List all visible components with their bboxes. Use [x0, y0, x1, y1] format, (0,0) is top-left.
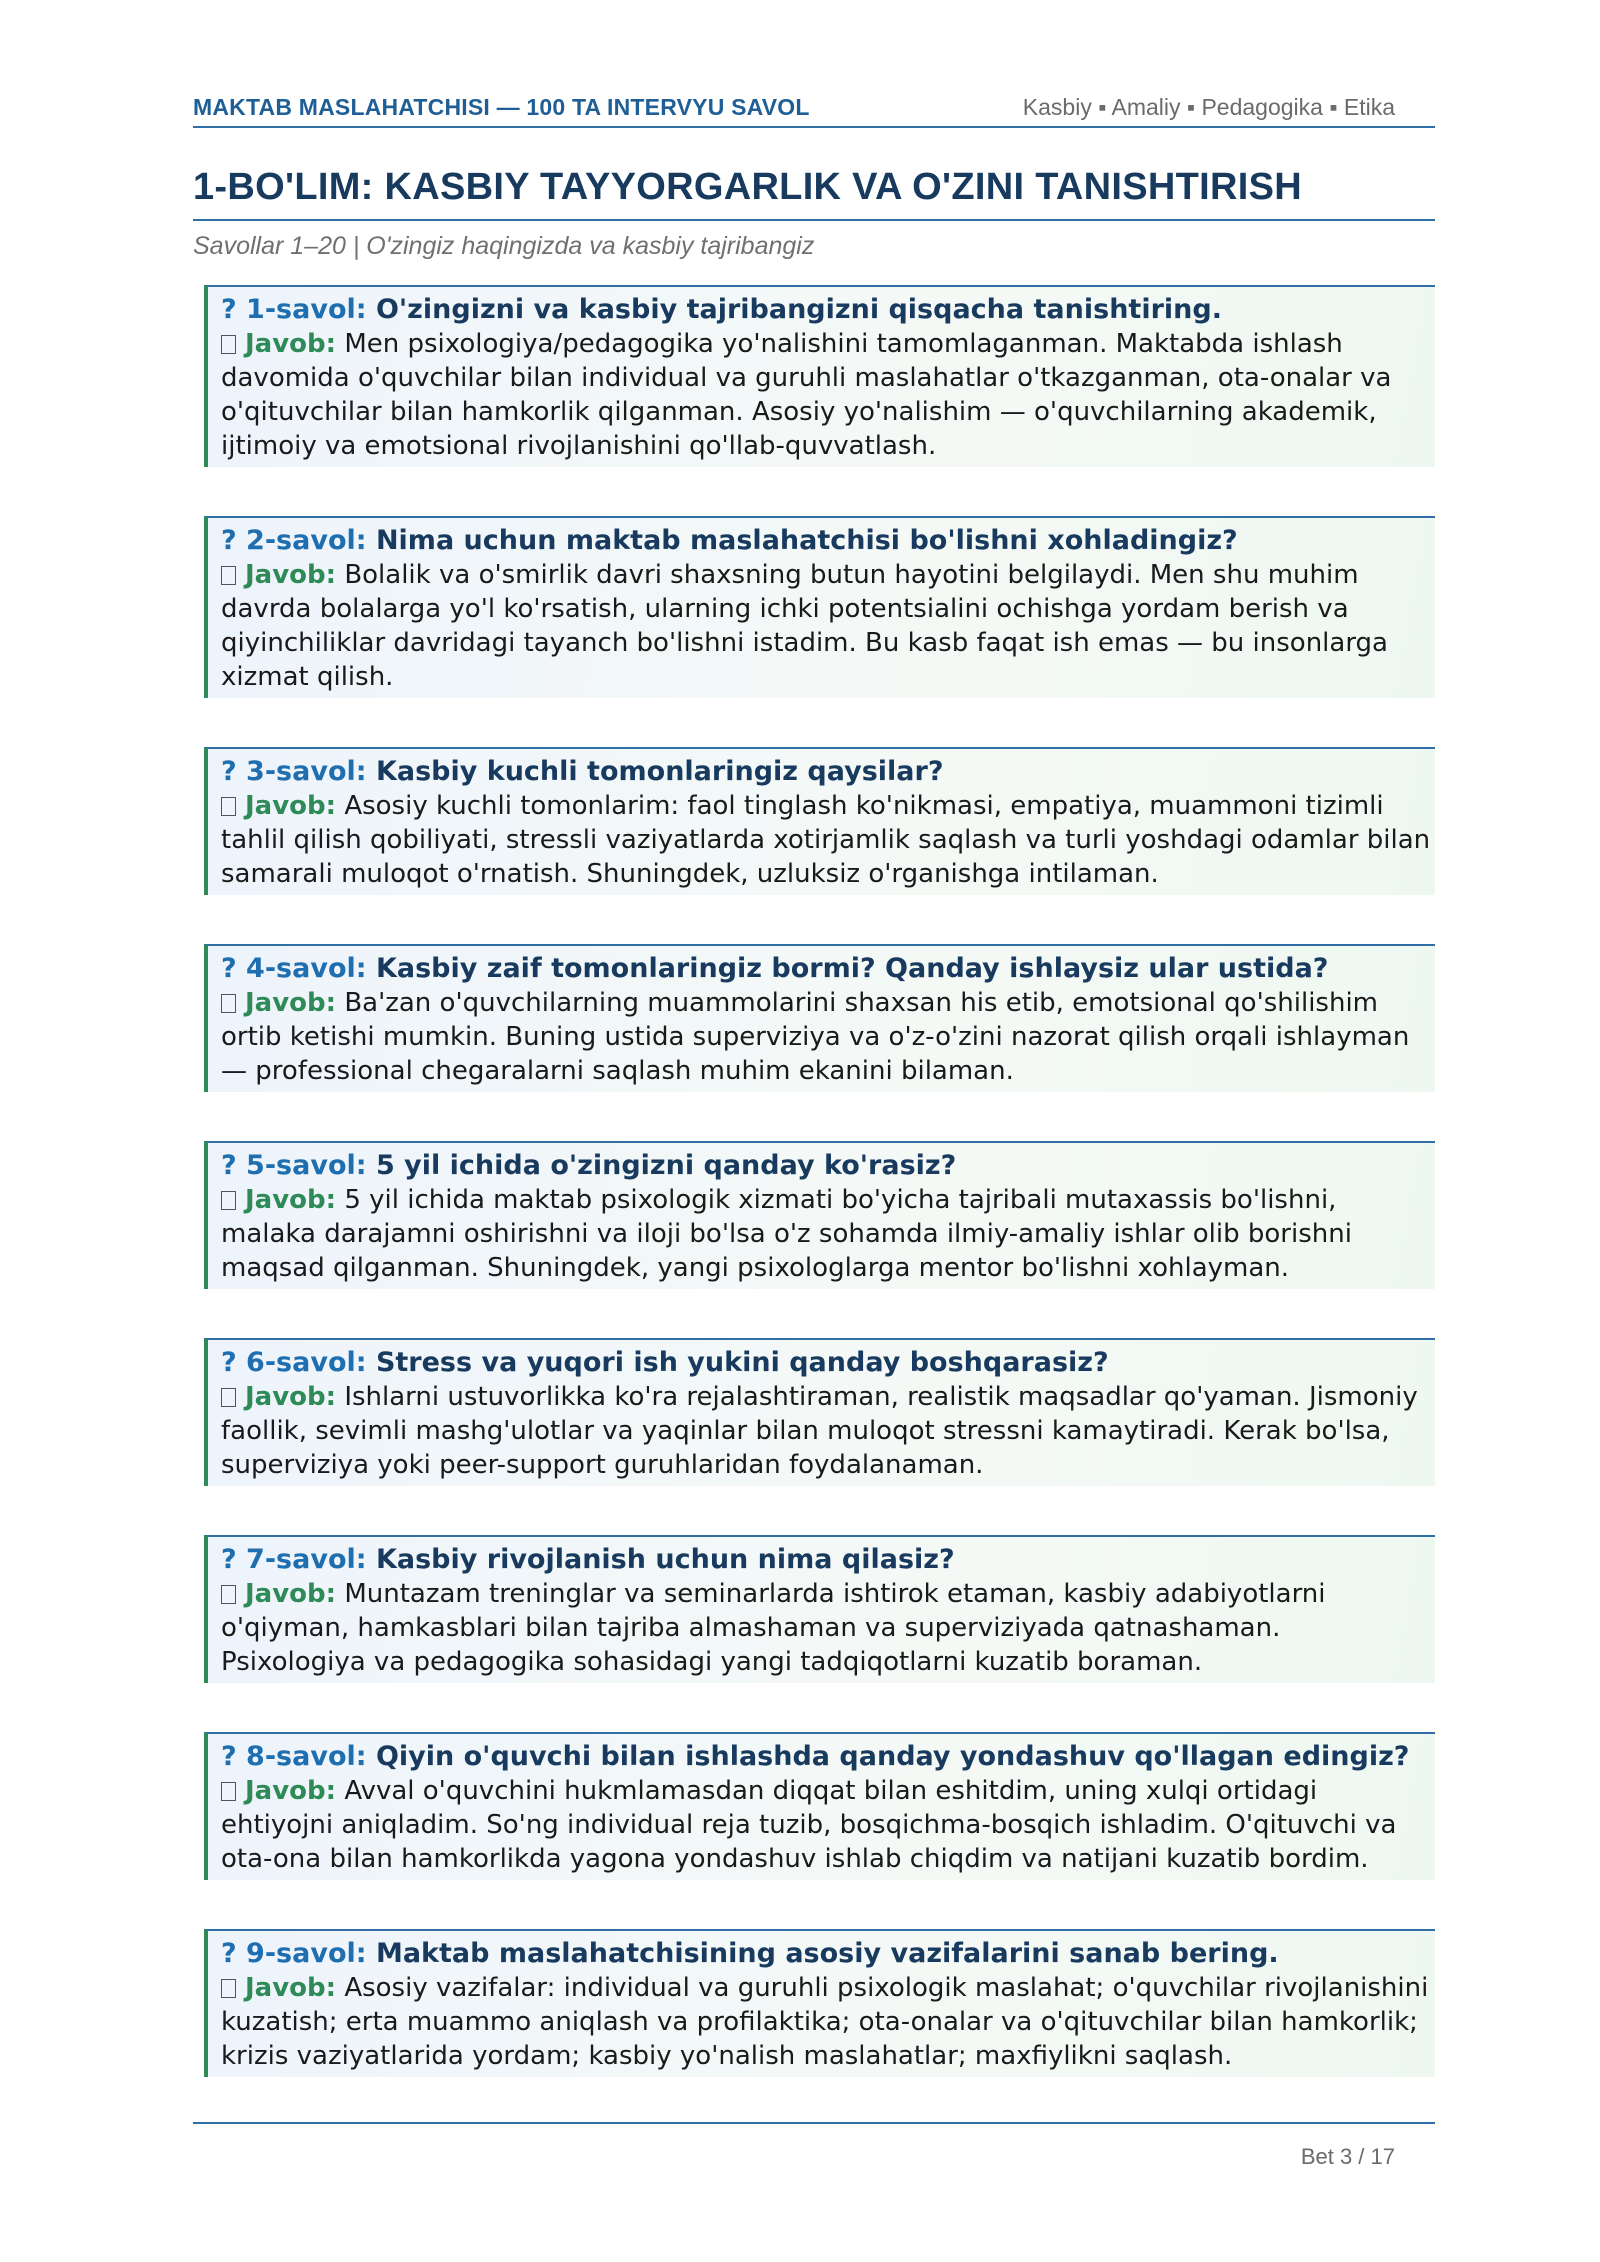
answer-text-block [221, 1774, 1431, 1876]
question-line [221, 1740, 1431, 1774]
question-text: Maktab maslahatchisining asosiy vazifalarini sanab bering. [375, 1938, 1279, 1969]
answer-box-icon [221, 797, 236, 816]
answer-label: Javob: [245, 1973, 337, 2003]
answer-text: Asosiy vazifalar: individual va guruhli psixologik maslahat; o'quvchilar rivojlanishini kuzatish; erta muammo aniqlash va profilaktika; ota-onalar va o'qituvchilar bilan hamkorlik; krizis vaziyatlarida yordam; kasbiy yo'nalish maslahatlar; maxfiylikni saqlash. [221, 1973, 1429, 2071]
qa-card-6 [204, 1338, 1435, 1486]
page-number: Bet 3 / 17 [1300, 2144, 1395, 2169]
footer-divider [193, 2122, 1435, 2124]
answer-box-icon [221, 1782, 236, 1801]
topic-tags: Kasbiy ▪ Amaliy ▪ Pedagogika ▪ Etika [1022, 94, 1395, 120]
answer-label: Javob: [245, 329, 337, 359]
answer-text-block [221, 558, 1431, 694]
running-header [193, 92, 1435, 128]
answer-box-icon [221, 994, 236, 1013]
answer-text: Ba'zan o'quvchilarning muammolarini shaxsan his etib, emotsional qo'shilishim ortib ketishi mumkin. Buning ustida superviziya va o'z-o'zini nazorat qilish orqali ishlayman — professional chegaralarni saqlash muhim ekanini bilaman. [221, 988, 1410, 1086]
answer-box-icon [221, 335, 236, 354]
answer-label: Javob: [245, 1185, 337, 1215]
answer-text: Avval o'quvchini hukmlamasdan diqqat bilan eshitdim, uning xulqi ortidagi ehtiyojni aniqladim. So'ng individual reja tuzib, bosqichma-bosqich ishladim. O'qituvchi va ota-ona bilan hamkorlikda yagona yondashuv ishlab chiqdim va natijani kuzatib bordim. [221, 1776, 1397, 1874]
answer-text-block [221, 1380, 1431, 1482]
question-line [221, 1937, 1431, 1971]
answer-box-icon [221, 566, 236, 585]
question-text: Nima uchun maktab maslahatchisi bo'lishni xohladingiz? [375, 525, 1238, 556]
qa-card-2 [204, 516, 1435, 698]
question-number: ? 7-savol: [221, 1544, 367, 1575]
answer-text-block [221, 1577, 1431, 1679]
answer-text: Ishlarni ustuvorlikka ko'ra rejalashtiraman, realistik maqsadlar qo'yaman. Jismoniy faollik, sevimli mashg'ulotlar va yaqinlar bilan muloqot stressni kamaytiradi. Kerak bo'lsa, superviziya yoki peer-support guruhlaridan foydalanaman. [221, 1382, 1418, 1480]
question-number: ? 2-savol: [221, 525, 367, 556]
question-line [221, 1346, 1431, 1380]
answer-text: Bolalik va o'smirlik davri shaxsning butun hayotini belgilaydi. Men shu muhim davrda bolalarga yo'l ko'rsatish, ularning ichki potentsialini ochishga yordam berish va qiyinchiliklar davridagi tayanch bo'lishni istadim. Bu kasb faqat ish emas — bu insonlarga xizmat qilish. [221, 560, 1388, 692]
answer-label: Javob: [245, 1776, 337, 1806]
answer-box-icon [221, 1191, 236, 1210]
question-number: ? 9-savol: [221, 1938, 367, 1969]
answer-text-block [221, 1183, 1431, 1285]
question-number: ? 8-savol: [221, 1741, 367, 1772]
question-text: 5 yil ichida o'zingizni qanday ko'rasiz? [375, 1150, 957, 1181]
answer-text-block [221, 327, 1431, 463]
question-line [221, 755, 1431, 789]
question-text: Stress va yuqori ish yukini qanday boshqarasiz? [375, 1347, 1109, 1378]
question-number: ? 1-savol: [221, 294, 367, 325]
question-text: Kasbiy zaif tomonlaringiz bormi? Qanday ishlaysiz ular ustida? [375, 953, 1329, 984]
question-line [221, 952, 1431, 986]
question-line [221, 1149, 1431, 1183]
section-divider [193, 219, 1435, 221]
qa-card-7 [204, 1535, 1435, 1683]
question-number: ? 5-savol: [221, 1150, 367, 1181]
question-text: Kasbiy rivojlanish uchun nima qilasiz? [375, 1544, 955, 1575]
answer-text: Muntazam treninglar va seminarlarda ishtirok etaman, kasbiy adabiyotlarni o'qiyman, hamkasblari bilan tajriba almashaman va superviziyada qatnashaman. Psixologiya va pedagogika sohasidagi yangi tadqiqotlarni kuzatib boraman. [221, 1579, 1326, 1677]
answer-label: Javob: [245, 988, 337, 1018]
question-number: ? 6-savol: [221, 1347, 367, 1378]
answer-label: Javob: [245, 1579, 337, 1609]
answer-text: Men psixologiya/pedagogika yo'nalishini tamomlaganman. Maktabda ishlash davomida o'quvchilar bilan individual va guruhli maslahatlar o'tkazganman, ota-onalar va o'qituvchilar bilan hamkorlik qilganman. Asosiy yo'nalishim — o'quvchilarning akademik, ijtimoiy va emotsional rivojlanishini qo'llab-quvvatlash. [221, 329, 1392, 461]
answer-label: Javob: [245, 1382, 337, 1412]
question-line [221, 1543, 1431, 1577]
answer-box-icon [221, 1979, 236, 1998]
question-line [221, 293, 1431, 327]
document-title: MAKTAB MASLAHATCHISI — 100 TA INTERVYU SAVOL [193, 94, 810, 120]
question-text: O'zingizni va kasbiy tajribangizni qisqacha tanishtiring. [375, 294, 1222, 325]
question-text: Qiyin o'quvchi bilan ishlashda qanday yondashuv qo'llagan edingiz? [375, 1741, 1410, 1772]
qa-card-9 [204, 1929, 1435, 2077]
section-title: 1-BO'LIM: KASBIY TAYYORGARLIK VA O'ZINI TANISHTIRISH [193, 166, 1302, 208]
qa-card-4 [204, 944, 1435, 1092]
answer-text-block [221, 789, 1431, 891]
qa-card-8 [204, 1732, 1435, 1880]
answer-label: Javob: [245, 560, 337, 590]
section-subtitle: Savollar 1–20 | O'zingiz haqingizda va kasbiy tajribangiz [193, 232, 815, 260]
question-number: ? 4-savol: [221, 953, 367, 984]
qa-card-5 [204, 1141, 1435, 1289]
answer-text-block [221, 986, 1431, 1088]
question-text: Kasbiy kuchli tomonlaringiz qaysilar? [375, 756, 944, 787]
question-number: ? 3-savol: [221, 756, 367, 787]
answer-text: Asosiy kuchli tomonlarim: faol tinglash ko'nikmasi, empatiya, muammoni tizimli tahlil qilish qobiliyati, stressli vaziyatlarda xotirjamlik saqlash va turli yoshdagi odamlar bilan samarali muloqot o'rnatish. Shuningdek, uzluksiz o'rganishga intilaman. [221, 791, 1431, 889]
answer-text: 5 yil ichida maktab psixologik xizmati bo'yicha tajribali mutaxassis bo'lishni, malaka darajamni oshirishni va iloji bo'lsa o'z sohamda ilmiy-amaliy ishlar olib borishni maqsad qilganman. Shuningdek, yangi psixologlarga mentor bo'lishni xohlayman. [221, 1185, 1352, 1283]
question-line [221, 524, 1431, 558]
qa-card-1 [204, 285, 1435, 467]
answer-box-icon [221, 1585, 236, 1604]
answer-text-block [221, 1971, 1431, 2073]
qa-card-3 [204, 747, 1435, 895]
answer-box-icon [221, 1388, 236, 1407]
answer-label: Javob: [245, 791, 337, 821]
